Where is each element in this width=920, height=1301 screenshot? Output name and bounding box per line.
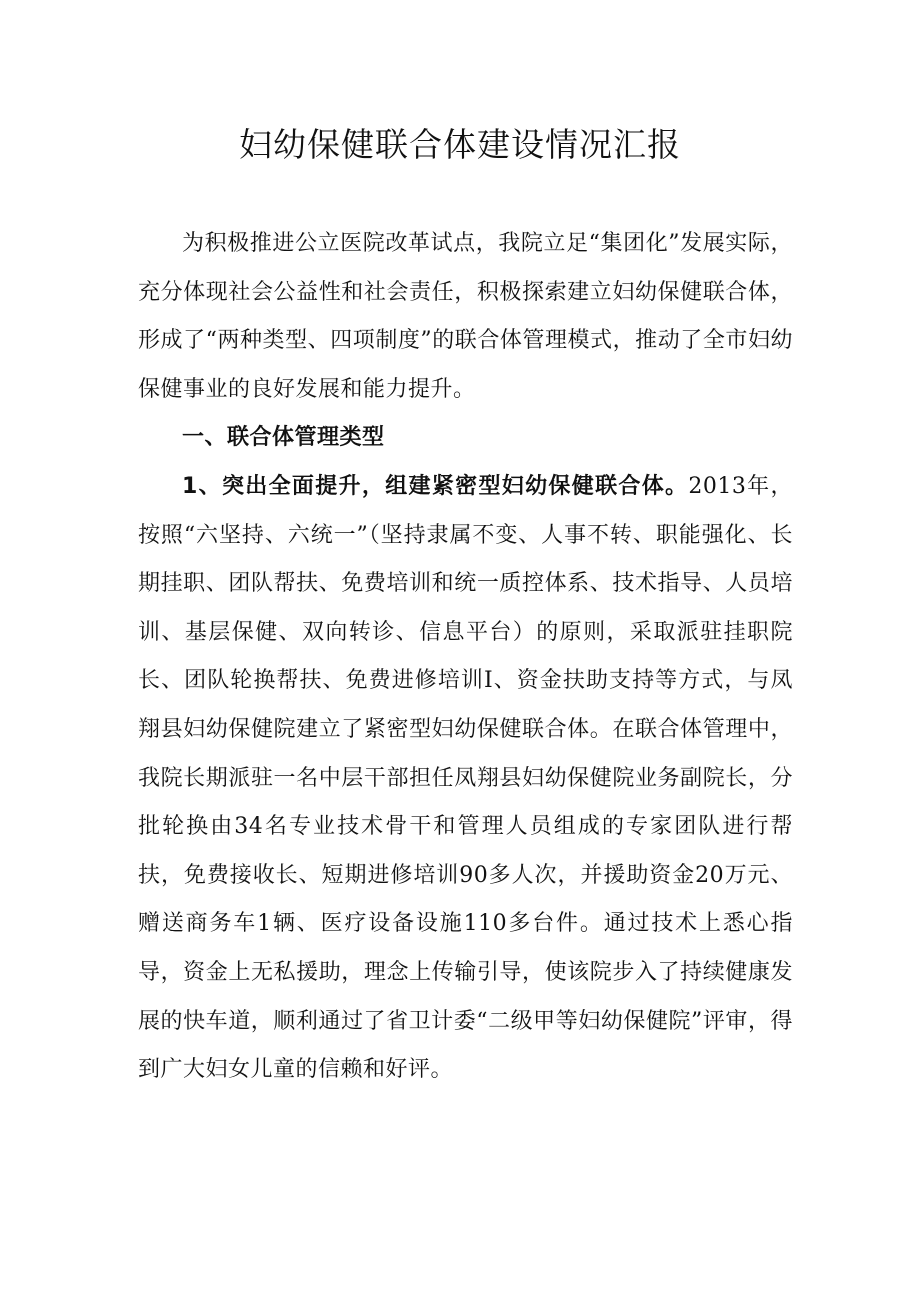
document-body: [138, 220, 793, 1095]
intro-paragraph: 为积极推进公立医院改革试点，我院立足“集团化”发展实际，充分体现社会公益性和社会责任，积极探索建立妇幼保健联合体，形成了“两种类型、四项制度”的联合体管理模式，推动了全市妇幼保健事业的良好发展和能力提升。: [138, 231, 793, 402]
paragraph-text: 2013年，按照“六坚持、六统一”（坚持隶属不变、人事不转、职能强化、长期挂职、团队帮扶、免费培训和统一质控体系、技术指导、人员培训、基层保健、双向转诊、信息平台）的原则，采取派驻挂职院长、团队轮换帮扶、免费进修培训I、资金扶助支持等方式，与凤翔县妇幼保健院建立了紧密型妇幼保健联合体。在联合体管理中，我院长期派驻一名中层干部担任凤翔县妇幼保健院业务副院长，分批轮换由34名专业技术骨干和管理人员组成的专家团队进行帮扶，免费接收长、短期进修培训90多人次，并援助资金20万元、赠送商务车1辆、医疗设备设施110多台件。通过技术上悉心指导，资金上无私援助，理念上传输引导，使该院步入了持续健康发展的快车道，顺利通过了省卫计委“二级甲等妇幼保健院”评审，得到广大妇女儿童的信赖和好评。: [138, 473, 793, 1083]
paragraph-lead: 1、突出全面提升，组建紧密型妇幼保健联合体。: [182, 473, 689, 499]
section-heading: 一、联合体管理类型: [182, 425, 385, 451]
document-title: 妇幼保健联合体建设情况汇报: [239, 125, 681, 164]
section-paragraph: [138, 463, 793, 1095]
